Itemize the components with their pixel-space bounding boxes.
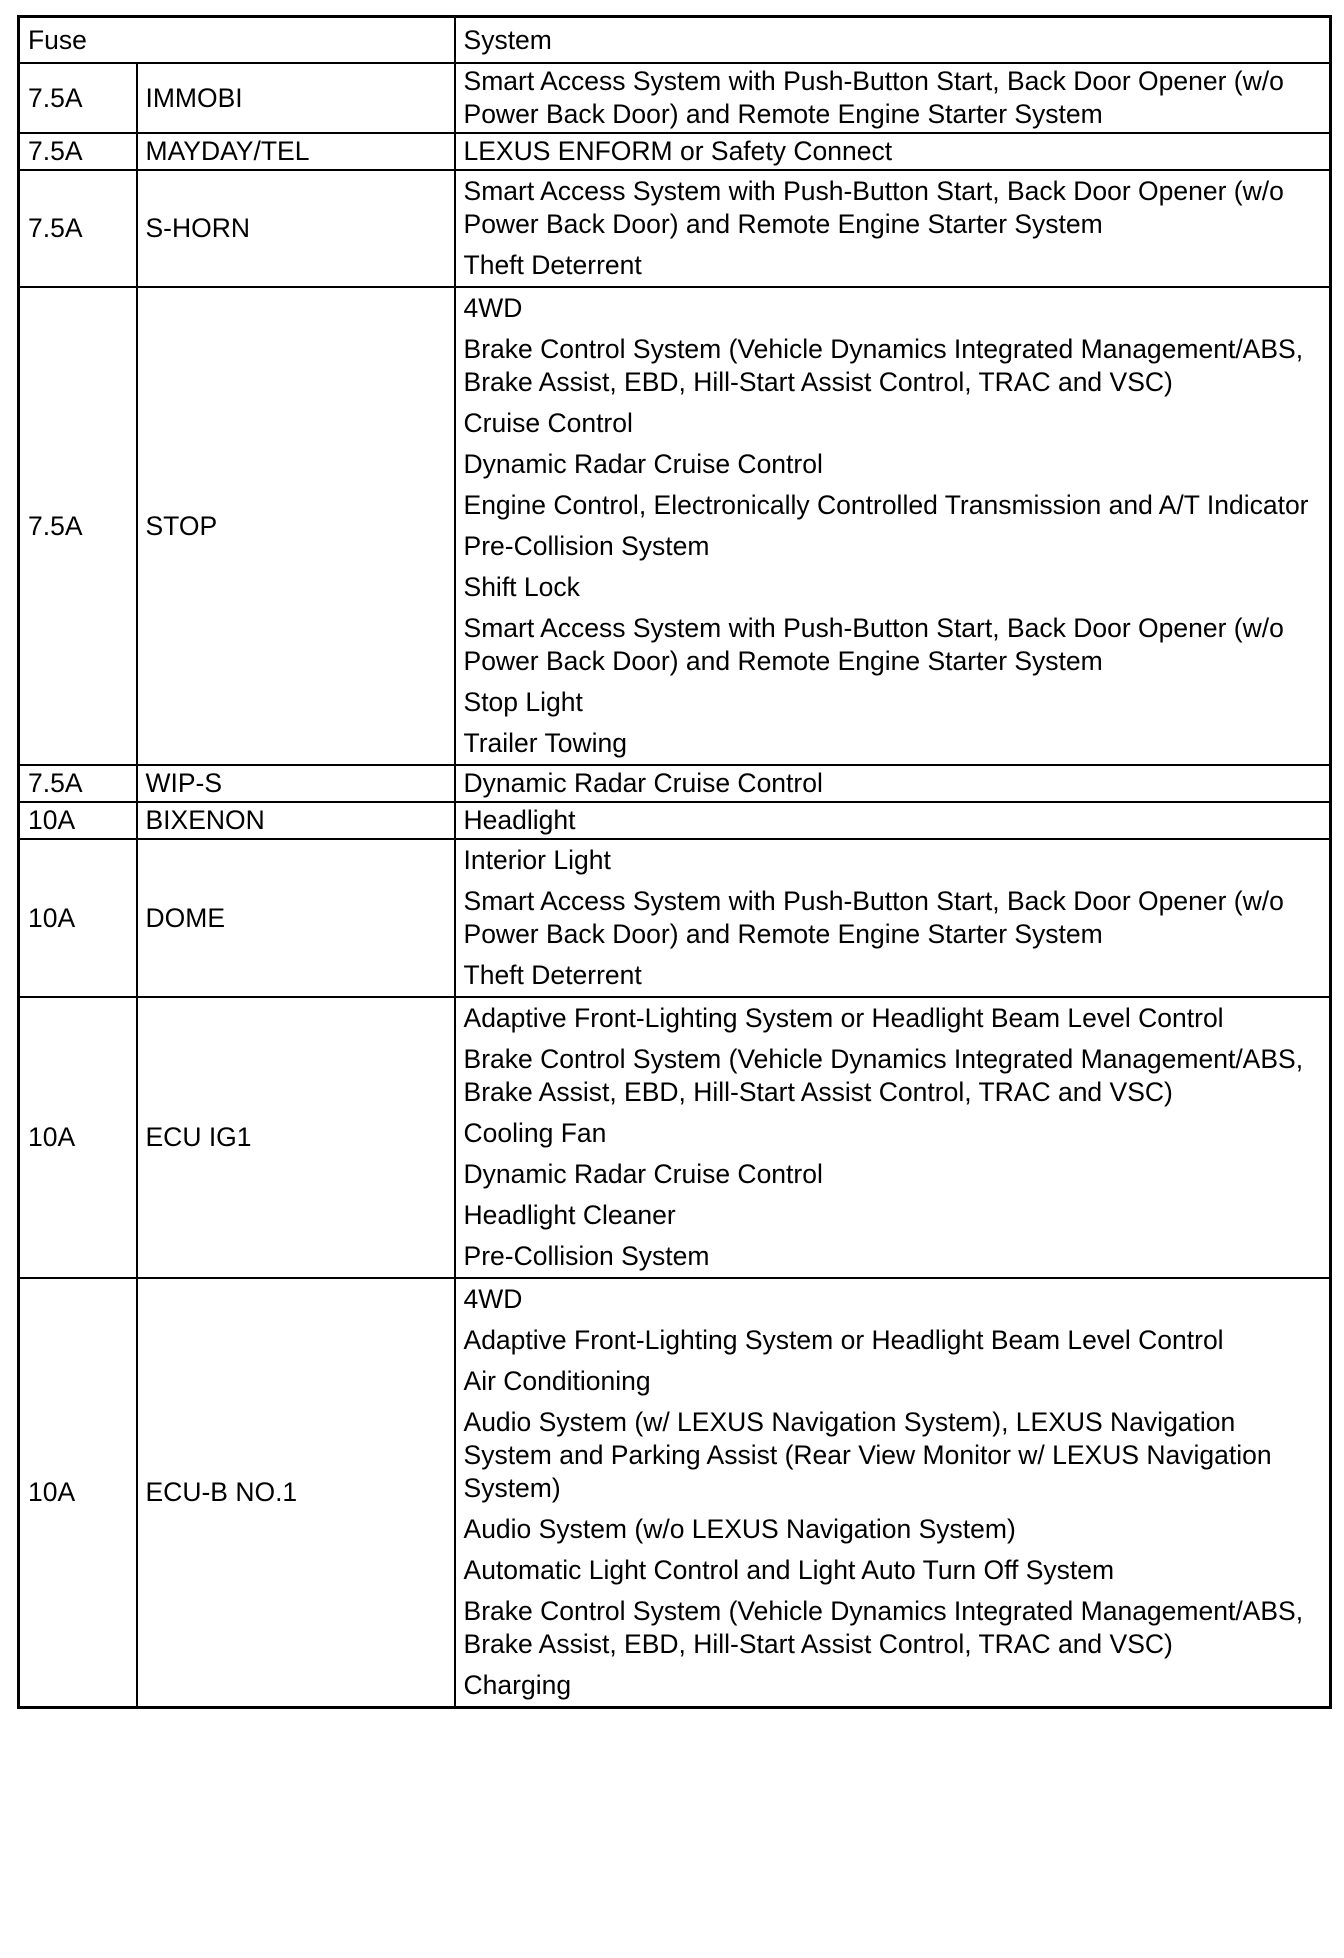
table-row (19, 802, 1331, 839)
fuse-amperage: 7.5A (19, 765, 137, 802)
fuse-systems (455, 1278, 1331, 1708)
system-entry: Theft Deterrent (463, 960, 642, 990)
table-row (19, 63, 1331, 133)
system-entry: Pre-Collision System (463, 531, 710, 561)
table-row (19, 839, 1331, 997)
system-entry: Cooling Fan (463, 1118, 607, 1148)
system-entry: Dynamic Radar Cruise Control (463, 1159, 823, 1189)
fuse-name: ECU IG1 (137, 997, 455, 1278)
fuse-systems (455, 997, 1331, 1278)
table-row (19, 1278, 1331, 1708)
system-entry: Dynamic Radar Cruise Control (463, 768, 823, 798)
table-row (19, 287, 1331, 765)
table-row (19, 997, 1331, 1278)
fuse-name: BIXENON (137, 802, 455, 839)
fuse-table (17, 15, 1332, 1709)
system-entry: Audio System (w/o LEXUS Navigation System) (463, 1514, 1016, 1544)
system-entry: Smart Access System with Push-Button Start, Back Door Opener (w/o Power Back Door) and Remote Engine Starter System (463, 66, 1284, 129)
system-entry: Brake Control System (Vehicle Dynamics Integrated Management/ABS, Brake Assist, EBD, Hill-Start Assist Control, TRAC and VSC) (463, 1044, 1304, 1107)
table-header-row (19, 17, 1331, 64)
system-entry: Adaptive Front-Lighting System or Headlight Beam Level Control (463, 1003, 1224, 1033)
fuse-amperage: 7.5A (19, 133, 137, 170)
fuse-systems (455, 133, 1331, 170)
system-entry: Brake Control System (Vehicle Dynamics Integrated Management/ABS, Brake Assist, EBD, Hill-Start Assist Control, TRAC and VSC) (463, 1596, 1304, 1659)
system-entry: 4WD (463, 1284, 523, 1314)
table-body (19, 63, 1331, 1708)
fuse-amperage: 7.5A (19, 170, 137, 287)
fuse-amperage: 10A (19, 997, 137, 1278)
fuse-amperage: 7.5A (19, 287, 137, 765)
fuse-name: ECU-B NO.1 (137, 1278, 455, 1708)
table-row (19, 765, 1331, 802)
header-system: System (455, 17, 1331, 64)
fuse-name: STOP (137, 287, 455, 765)
system-entry: Shift Lock (463, 572, 580, 602)
system-entry: Smart Access System with Push-Button Start, Back Door Opener (w/o Power Back Door) and Remote Engine Starter System (463, 613, 1284, 676)
fuse-systems (455, 170, 1331, 287)
system-entry: Trailer Towing (463, 728, 627, 758)
fuse-amperage: 10A (19, 839, 137, 997)
system-entry: Headlight Cleaner (463, 1200, 676, 1230)
fuse-systems (455, 839, 1331, 997)
fuse-systems (455, 802, 1331, 839)
system-entry: Smart Access System with Push-Button Start, Back Door Opener (w/o Power Back Door) and Remote Engine Starter System (463, 176, 1284, 239)
fuse-name: MAYDAY/TEL (137, 133, 455, 170)
system-entry: Adaptive Front-Lighting System or Headlight Beam Level Control (463, 1325, 1224, 1355)
fuse-name: IMMOBI (137, 63, 455, 133)
system-entry: Dynamic Radar Cruise Control (463, 449, 823, 479)
fuse-systems (455, 287, 1331, 765)
system-entry: Automatic Light Control and Light Auto Turn Off System (463, 1555, 1115, 1585)
system-entry: 4WD (463, 293, 523, 323)
system-entry: Cruise Control (463, 408, 633, 438)
fuse-name: S-HORN (137, 170, 455, 287)
system-entry: Theft Deterrent (463, 250, 642, 280)
system-entry: Stop Light (463, 687, 583, 717)
fuse-name: DOME (137, 839, 455, 997)
fuse-name: WIP-S (137, 765, 455, 802)
fuse-systems (455, 765, 1331, 802)
fuse-systems (455, 63, 1331, 133)
system-entry: Headlight (463, 805, 576, 835)
table-row (19, 170, 1331, 287)
system-entry: Audio System (w/ LEXUS Navigation System), LEXUS Navigation System and Parking Assist (Rear View Monitor w/ LEXUS Navigation System) (463, 1407, 1272, 1503)
header-fuse: Fuse (19, 17, 455, 64)
system-entry: Charging (463, 1670, 572, 1700)
system-entry: Smart Access System with Push-Button Start, Back Door Opener (w/o Power Back Door) and Remote Engine Starter System (463, 886, 1284, 949)
system-entry: Interior Light (463, 845, 611, 875)
fuse-amperage: 7.5A (19, 63, 137, 133)
system-entry: Brake Control System (Vehicle Dynamics Integrated Management/ABS, Brake Assist, EBD, Hill-Start Assist Control, TRAC and VSC) (463, 334, 1304, 397)
fuse-amperage: 10A (19, 802, 137, 839)
table-row (19, 133, 1331, 170)
fuse-amperage: 10A (19, 1278, 137, 1708)
system-entry: Air Conditioning (463, 1366, 651, 1396)
system-entry: LEXUS ENFORM or Safety Connect (463, 136, 893, 166)
system-entry: Engine Control, Electronically Controlled Transmission and A/T Indicator (463, 490, 1309, 520)
system-entry: Pre-Collision System (463, 1241, 710, 1271)
